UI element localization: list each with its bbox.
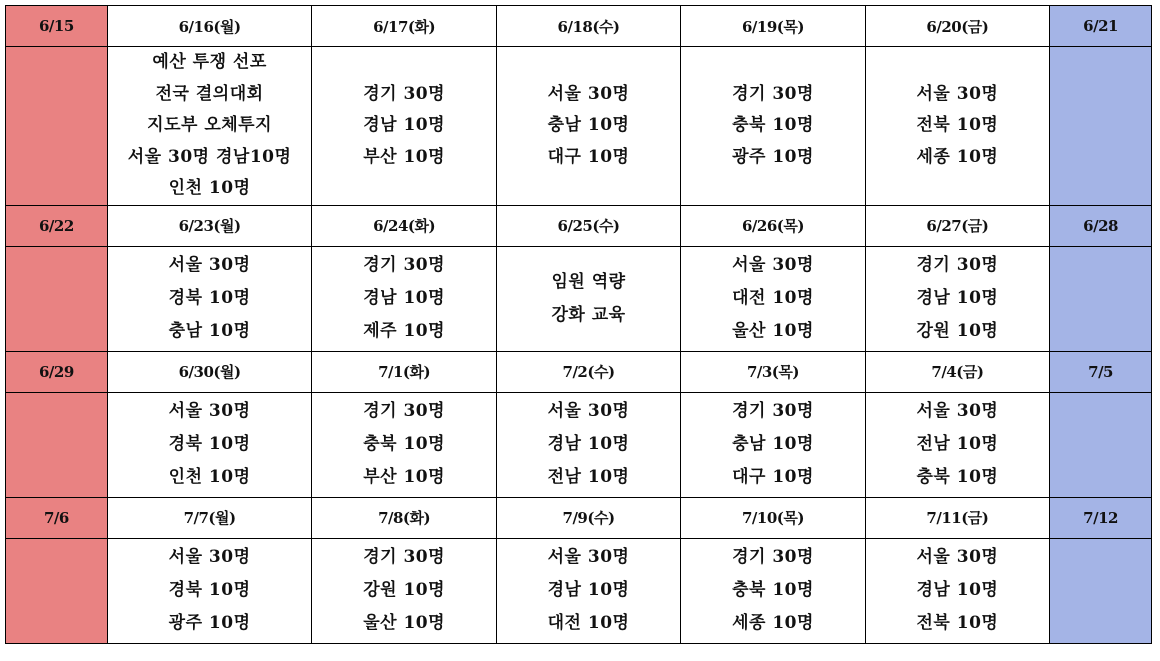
schedule-line: 강원 10명 xyxy=(363,580,446,600)
schedule-line: 경기 30명 xyxy=(732,83,814,104)
schedule-line: 예산 투쟁 선포 xyxy=(152,52,267,72)
weekday-date: 7/9(수) xyxy=(496,497,680,538)
schedule-line: 전북 10명 xyxy=(916,613,999,633)
weekday-date: 7/11(금) xyxy=(865,497,1049,538)
day-schedule-cell xyxy=(681,538,865,643)
schedule-line: 경기 30명 xyxy=(732,401,814,421)
weekday-date: 6/25(수) xyxy=(496,205,680,246)
weekday-date: 7/1(화) xyxy=(312,351,496,392)
schedule-line: 충남 10명 xyxy=(547,115,630,135)
sunday-date: 6/29 xyxy=(6,351,108,392)
schedule-line: 경북 10명 xyxy=(168,580,251,600)
schedule-line: 서울 30명 경남10명 xyxy=(127,146,292,167)
schedule-line: 대전 10명 xyxy=(732,288,814,308)
schedule-line: 인천 10명 xyxy=(168,467,251,487)
saturday-date: 6/21 xyxy=(1050,6,1152,47)
day-schedule-cell xyxy=(681,246,865,351)
schedule-line: 서울 30명 xyxy=(547,547,630,567)
week-header-row xyxy=(6,351,1152,392)
schedule-line: 서울 30명 xyxy=(916,401,999,421)
schedule-line: 충북 10명 xyxy=(363,434,446,454)
schedule-line: 제주 10명 xyxy=(363,321,446,341)
schedule-line: 경북 10명 xyxy=(168,288,251,308)
sunday-date: 6/15 xyxy=(6,6,108,47)
weekday-date: 6/30(월) xyxy=(107,351,312,392)
weekday-date: 6/19(목) xyxy=(681,6,865,47)
day-schedule-cell xyxy=(107,392,312,497)
weekday-date: 6/24(화) xyxy=(312,205,496,246)
schedule-line: 충남 10명 xyxy=(732,434,814,454)
day-schedule-cell xyxy=(496,392,680,497)
weekday-date: 6/23(월) xyxy=(107,205,312,246)
schedule-line: 서울 30명 xyxy=(547,83,630,104)
schedule-line: 경기 30명 xyxy=(732,547,814,567)
schedule-line: 경남 10명 xyxy=(916,288,999,308)
schedule-line: 전남 10명 xyxy=(547,467,630,487)
weekday-date: 7/4(금) xyxy=(865,351,1049,392)
schedule-line: 경기 30명 xyxy=(363,255,446,275)
day-schedule-cell xyxy=(865,392,1049,497)
weekday-date: 7/7(월) xyxy=(107,497,312,538)
saturday-date: 7/5 xyxy=(1050,351,1152,392)
weekday-date: 7/8(화) xyxy=(312,497,496,538)
saturday-cell xyxy=(1050,538,1152,643)
schedule-line: 서울 30명 xyxy=(547,401,630,421)
schedule-line: 서울 30명 xyxy=(732,255,814,275)
schedule-line: 세종 10명 xyxy=(732,613,814,633)
schedule-line: 지도부 오체투지 xyxy=(147,115,273,135)
week-header-row xyxy=(6,205,1152,246)
schedule-line: 경기 30명 xyxy=(363,83,446,104)
schedule-line: 전국 결의대회 xyxy=(155,83,264,104)
sunday-cell xyxy=(6,392,108,497)
saturday-cell xyxy=(1050,47,1152,206)
week-body-row xyxy=(6,392,1152,497)
weekday-date: 6/27(금) xyxy=(865,205,1049,246)
saturday-date: 6/28 xyxy=(1050,205,1152,246)
schedule-line: 서울 30명 xyxy=(916,83,999,104)
schedule-line: 울산 10명 xyxy=(363,613,446,633)
weekday-date: 6/18(수) xyxy=(496,6,680,47)
weekday-date: 7/2(수) xyxy=(496,351,680,392)
schedule-line: 경남 10명 xyxy=(547,580,630,600)
schedule-line: 경남 10명 xyxy=(363,115,446,135)
saturday-cell xyxy=(1050,392,1152,497)
weekday-date: 7/10(목) xyxy=(681,497,865,538)
week-body-row xyxy=(6,47,1152,206)
schedule-line: 강원 10명 xyxy=(916,321,999,341)
sunday-date: 7/6 xyxy=(6,497,108,538)
sunday-cell xyxy=(6,538,108,643)
day-schedule-cell xyxy=(865,47,1049,206)
day-schedule-cell xyxy=(312,246,496,351)
schedule-line: 서울 30명 xyxy=(168,401,251,421)
schedule-line: 부산 10명 xyxy=(363,467,446,487)
weekday-date: 6/17(화) xyxy=(312,6,496,47)
weekday-date: 7/3(목) xyxy=(681,351,865,392)
week-header-row xyxy=(6,497,1152,538)
schedule-line: 충북 10명 xyxy=(732,115,814,135)
schedule-line: 광주 10명 xyxy=(168,613,251,633)
week-body-row xyxy=(6,538,1152,643)
schedule-line: 강화 교육 xyxy=(551,304,626,325)
schedule-line: 서울 30명 xyxy=(168,547,251,567)
day-schedule-cell xyxy=(107,538,312,643)
sunday-date: 6/22 xyxy=(6,205,108,246)
day-schedule-cell xyxy=(496,538,680,643)
schedule-line: 서울 30명 xyxy=(168,255,251,275)
week-body-row xyxy=(6,246,1152,351)
schedule-line: 충남 10명 xyxy=(168,321,251,341)
sunday-cell xyxy=(6,246,108,351)
saturday-date: 7/12 xyxy=(1050,497,1152,538)
weekday-date: 6/16(월) xyxy=(107,6,312,47)
schedule-line: 광주 10명 xyxy=(732,146,814,167)
day-schedule-cell xyxy=(312,392,496,497)
schedule-line: 전북 10명 xyxy=(916,115,999,135)
schedule-line: 경남 10명 xyxy=(547,434,630,454)
day-schedule-cell xyxy=(681,47,865,206)
day-schedule-cell xyxy=(681,392,865,497)
weekday-date: 6/26(목) xyxy=(681,205,865,246)
schedule-line: 세종 10명 xyxy=(916,146,999,167)
schedule-line: 부산 10명 xyxy=(363,146,446,167)
schedule-line: 충북 10명 xyxy=(916,467,999,487)
schedule-line: 대전 10명 xyxy=(547,613,630,633)
day-schedule-cell xyxy=(865,246,1049,351)
schedule-line: 경북 10명 xyxy=(168,434,251,454)
day-schedule-cell xyxy=(107,47,312,206)
schedule-line: 경기 30명 xyxy=(363,401,446,421)
saturday-cell xyxy=(1050,246,1152,351)
schedule-line: 임원 역량 xyxy=(551,271,626,292)
schedule-line: 울산 10명 xyxy=(732,321,814,341)
day-schedule-cell xyxy=(312,47,496,206)
week-header-row xyxy=(6,6,1152,47)
day-schedule-cell xyxy=(312,538,496,643)
schedule-line: 전남 10명 xyxy=(916,434,999,454)
weekday-date: 6/20(금) xyxy=(865,6,1049,47)
schedule-line: 경기 30명 xyxy=(916,255,999,275)
schedule-line: 대구 10명 xyxy=(547,146,630,167)
day-schedule-cell xyxy=(107,246,312,351)
day-schedule-cell xyxy=(496,246,680,351)
day-schedule-cell xyxy=(865,538,1049,643)
schedule-table xyxy=(5,5,1152,644)
schedule-line: 경남 10명 xyxy=(916,580,999,600)
schedule-line: 경기 30명 xyxy=(363,547,446,567)
schedule-line: 인천 10명 xyxy=(168,178,251,198)
schedule-line: 충북 10명 xyxy=(732,580,814,600)
day-schedule-cell xyxy=(496,47,680,206)
schedule-line: 서울 30명 xyxy=(916,547,999,567)
schedule-line: 대구 10명 xyxy=(732,467,814,487)
sunday-cell xyxy=(6,47,108,206)
schedule-line: 경남 10명 xyxy=(363,288,446,308)
